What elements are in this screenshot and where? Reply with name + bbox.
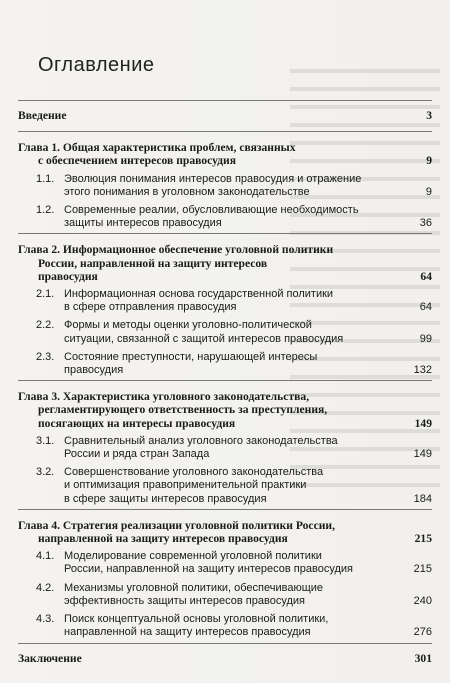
toc-section	[18, 464, 432, 509]
toc-section-page: 240	[413, 594, 432, 607]
toc-chapter-title-line: правосудия	[38, 269, 98, 283]
toc-conclusion	[18, 644, 432, 671]
toc-section-number: 2.3.	[36, 350, 55, 363]
toc-section-page: 132	[413, 364, 432, 377]
toc-conclusion-label: Заключение	[18, 651, 82, 665]
toc-section-title-line: и оптимизация правоприменительной практики	[64, 479, 307, 492]
toc-section-title-line: Состояние преступности, нарушающей интересы	[64, 350, 318, 363]
toc-section-title	[18, 204, 398, 230]
toc-section-first-line	[18, 204, 398, 217]
toc-chapter	[18, 132, 432, 170]
toc-section-title-line: ситуации, связанной с защитой интересов правосудия	[64, 332, 344, 345]
toc-section-title	[18, 582, 398, 608]
toc-section-title-line: Формы и методы оценки уголовно-политической	[64, 319, 312, 332]
toc-intro-label: Введение	[18, 109, 67, 122]
toc-chapter-title-line: Глава 3. Характеристика уголовного законодательства,	[18, 390, 310, 404]
toc-section	[18, 317, 432, 348]
toc-section-first-line	[18, 613, 398, 626]
toc-section-first-line	[18, 319, 398, 332]
toc-section-first-line	[18, 288, 398, 301]
toc-section-title	[18, 351, 398, 377]
toc-chapter-title-line: с обеспечением интересов правосудия	[38, 154, 236, 168]
toc-section-number: 4.2.	[36, 581, 55, 594]
toc-section-first-line	[18, 582, 398, 595]
toc-section-first-line	[18, 351, 398, 364]
toc-section-first-line	[18, 550, 398, 563]
toc-chapter-page: 149	[414, 416, 432, 430]
toc-section-page: 215	[413, 563, 432, 576]
toc-section	[18, 349, 432, 380]
toc-section-title-line: Механизмы уголовной политики, обеспечивающие	[64, 581, 324, 594]
toc-section-page: 184	[413, 492, 432, 505]
toc-conclusion-page: 301	[414, 651, 432, 665]
table-of-contents	[18, 100, 432, 671]
toc-section	[18, 611, 432, 642]
toc-section-number: 2.2.	[36, 319, 55, 332]
toc-chapter-title-line: направленной на защиту интересов правосудия	[38, 532, 288, 546]
toc-intro-page: 3	[426, 109, 432, 122]
toc-section-first-line	[18, 466, 398, 479]
toc-chapter-title-line: регламентирующего ответственность за преступления,	[38, 403, 328, 417]
toc-section-number: 3.1.	[36, 434, 55, 447]
toc-section	[18, 286, 432, 317]
toc-section-number: 4.3.	[36, 613, 55, 626]
toc-intro	[18, 101, 432, 131]
toc-section-title	[18, 173, 398, 199]
toc-section-title-line: в сфере отправления правосудия	[64, 301, 237, 314]
toc-section-title	[18, 466, 398, 506]
toc-section-title	[18, 319, 398, 345]
toc-section	[18, 171, 432, 202]
toc-section-page: 9	[425, 185, 432, 198]
toc-chapters	[18, 131, 432, 642]
toc-section-number: 2.1.	[36, 288, 55, 301]
toc-section	[18, 580, 432, 611]
toc-section-title-line: Совершенствование уголовного законодательства	[64, 466, 324, 479]
toc-section-title-line: в сфере защиты интересов правосудия	[64, 492, 267, 505]
toc-section-title	[18, 550, 398, 576]
toc-chapter-page: 9	[426, 154, 432, 168]
toc-section-page: 99	[419, 332, 432, 345]
toc-section-title-line: эффективность защиты интересов правосудия	[64, 594, 305, 607]
toc-chapter-page: 215	[414, 532, 432, 546]
toc-chapter-title-line: Глава 1. Общая характеристика проблем, связанных	[18, 141, 296, 155]
toc-section-title-line: Современные реалии, обусловливающие необходимость	[64, 204, 359, 217]
toc-chapter	[18, 381, 432, 433]
toc-section-title-line: Информационная основа государственной политики	[64, 288, 334, 301]
toc-section-title-line: защиты интересов правосудия	[64, 217, 222, 230]
toc-chapter-title	[18, 243, 398, 283]
toc-chapter-title-line: России, направленной на защиту интересов	[38, 256, 268, 270]
toc-section-title-line: Поиск концептуальной основы уголовной политики,	[64, 613, 329, 626]
toc-section	[18, 202, 432, 233]
toc-section-first-line	[18, 173, 398, 186]
toc-section-title-line: России и ряда стран Запада	[64, 448, 210, 461]
toc-section-title-line: России, направленной на защиту интересов правосудия	[64, 563, 353, 576]
toc-chapter-title	[18, 141, 398, 167]
toc-chapter	[18, 234, 432, 286]
toc-section-title	[18, 435, 398, 461]
toc-section-first-line	[18, 435, 398, 448]
toc-section	[18, 548, 432, 579]
toc-section-title-line: Сравнительный анализ уголовного законодательства	[64, 434, 338, 447]
toc-chapter-page: 64	[420, 269, 432, 283]
toc-section-title-line: направленной на защиту интересов правосудия	[64, 626, 311, 639]
toc-section-number: 1.1.	[36, 172, 55, 185]
page-title: Оглавление	[38, 54, 155, 76]
toc-section-page: 276	[413, 626, 432, 639]
toc-section	[18, 433, 432, 464]
toc-section-title-line: Моделирование современной уголовной политики	[64, 550, 322, 563]
toc-chapter-title	[18, 519, 398, 545]
toc-section-page: 64	[419, 301, 432, 314]
toc-section-number: 3.2.	[36, 466, 55, 479]
toc-section-title	[18, 613, 398, 639]
toc-section-title	[18, 288, 398, 314]
toc-chapter-title-line: Глава 4. Стратегия реализации уголовной политики России,	[18, 518, 335, 532]
toc-section-title-line: этого понимания в уголовном законодательстве	[64, 185, 310, 198]
toc-section-title-line: Эволюция понимания интересов правосудия и отражение	[64, 172, 362, 185]
toc-section-number: 1.2.	[36, 204, 55, 217]
toc-section-page: 149	[413, 448, 432, 461]
toc-section-title-line: правосудия	[64, 364, 124, 377]
toc-section-number: 4.1.	[36, 550, 55, 563]
toc-chapter-title-line: Глава 2. Информационное обеспечение уголовной политики	[18, 243, 334, 257]
toc-chapter-title	[18, 390, 398, 430]
toc-section-page: 36	[419, 217, 432, 230]
toc-chapter-title-line: посягающих на интересы правосудия	[38, 416, 236, 430]
toc-chapter	[18, 510, 432, 548]
